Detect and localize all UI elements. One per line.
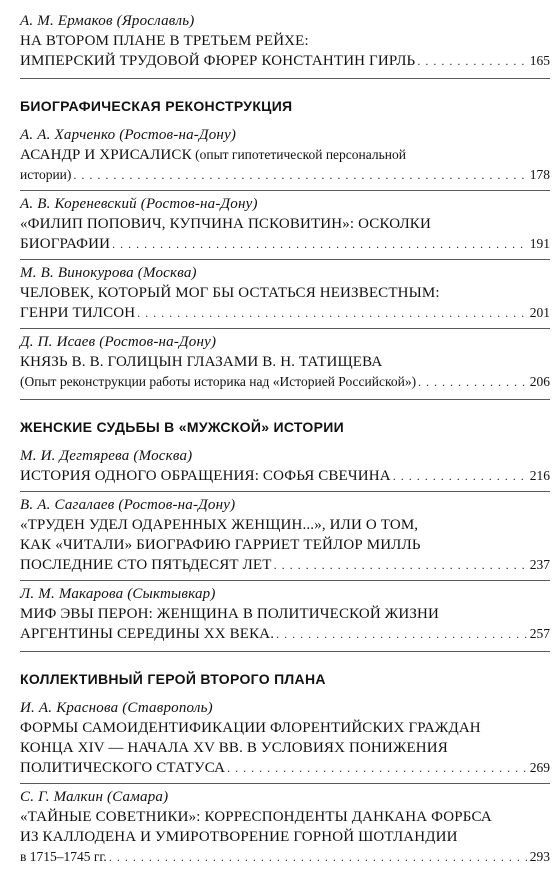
section-heading: КОЛЛЕКТИВНЫЙ ГЕРОЙ ВТОРОГО ПЛАНА <box>20 651 550 697</box>
entry-author: В. А. Сагалаев (Ростов-на-Дону) <box>20 497 236 513</box>
entry-title-line: КНЯЗЬ В. В. ГОЛИЦЫН ГЛАЗАМИ В. Н. ТАТИЩЕВА <box>20 354 383 370</box>
entry-title-last-line <box>20 165 550 185</box>
entry-title-subtitle: (опыт гипотетической персональной <box>191 147 406 162</box>
entry-author: А. В. Кореневский (Ростов-на-Дону) <box>20 196 258 212</box>
entry-title-line: ФОРМЫ САМОИДЕНТИФИКАЦИИ ФЛОРЕНТИЙСКИХ ГРАЖДАН <box>20 720 481 736</box>
entry-title-main: АСАНДР И ХРИСАЛИСК <box>20 147 192 163</box>
dot-leader <box>276 624 528 644</box>
page-number: 257 <box>529 626 550 641</box>
section-heading: БИОГРАФИЧЕСКАЯ РЕКОНСТРУКЦИЯ <box>20 78 550 124</box>
entry-title-line: АРГЕНТИНЫ СЕРЕДИНЫ XX ВЕКА. <box>20 626 275 642</box>
page-number: 165 <box>529 53 550 68</box>
entry-author: М. В. Винокурова (Москва) <box>20 265 197 281</box>
toc-entry <box>20 328 550 395</box>
entry-title-line <box>20 145 550 165</box>
dot-leader <box>109 847 528 867</box>
dot-leader <box>227 758 528 778</box>
dot-leader <box>417 51 527 71</box>
toc-entry <box>20 190 550 257</box>
toc-entry <box>20 10 550 74</box>
dot-leader <box>112 234 528 254</box>
dot-leader <box>393 466 528 486</box>
entry-title-last-line <box>20 847 550 867</box>
page-number: 216 <box>529 468 550 483</box>
entry-title-line: КОНЦА XIV — НАЧАЛА XV ВВ. В УСЛОВИЯХ ПОНИЖЕНИЯ <box>20 740 448 756</box>
entry-title-line: КАК «ЧИТАЛИ» БИОГРАФИЮ ГАРРИЕТ ТЕЙЛОР МИЛЛЬ <box>20 537 421 553</box>
entry-title-line: «ТРУДЕН УДЕЛ ОДАРЕННЫХ ЖЕНЩИН...», ИЛИ О ТОМ, <box>20 517 419 533</box>
table-of-contents <box>20 10 550 870</box>
page-number: 269 <box>529 760 550 775</box>
page-number: 206 <box>529 374 550 389</box>
entry-author: А. М. Ермаков (Ярославль) <box>20 13 195 29</box>
toc-entry <box>20 783 550 870</box>
entry-title-line: МИФ ЭВЫ ПЕРОН: ЖЕНЩИНА В ПОЛИТИЧЕСКОЙ ЖИЗНИ <box>20 606 439 622</box>
entry-title-line: БИОГРАФИИ <box>20 236 111 252</box>
entry-author: И. А. Краснова (Ставрополь) <box>20 700 213 716</box>
entry-title-last-line <box>20 466 550 486</box>
dot-leader <box>73 165 527 185</box>
dot-leader <box>137 303 528 323</box>
entry-title-line: в 1715–1745 гг. <box>20 849 107 864</box>
entry-title-line: (Опыт реконструкции работы историка над «Историей Российской») <box>20 374 417 389</box>
page-number: 191 <box>529 236 550 251</box>
entry-author: М. И. Дегтярева (Москва) <box>20 448 193 464</box>
entry-title-line: ИМПЕРСКИЙ ТРУДОВОЙ ФЮРЕР КОНСТАНТИН ГИРЛЬ <box>20 53 416 69</box>
toc-entry <box>20 697 550 781</box>
page-number: 201 <box>529 305 550 320</box>
page-number: 293 <box>529 849 550 864</box>
dot-leader <box>274 555 528 575</box>
entry-author: Л. М. Макарова (Сыктывкар) <box>20 586 216 602</box>
entry-title-line: истории) <box>20 167 72 182</box>
dot-leader <box>418 372 528 392</box>
entry-title-line: НА ВТОРОМ ПЛАНЕ В ТРЕТЬЕМ РЕЙХЕ: <box>20 33 309 49</box>
entry-title-line: ПОЛИТИЧЕСКОГО СТАТУСА <box>20 760 226 776</box>
entry-title-line: ПОСЛЕДНИЕ СТО ПЯТЬДЕСЯТ ЛЕТ <box>20 557 272 573</box>
entry-title-line: «ФИЛИП ПОПОВИЧ, КУПЧИНА ПСКОВИТИН»: ОСКОЛКИ <box>20 216 431 232</box>
entry-title-line: ЧЕЛОВЕК, КОТОРЫЙ МОГ БЫ ОСТАТЬСЯ НЕИЗВЕСТНЫМ: <box>20 285 440 301</box>
entry-author: С. Г. Малкин (Самара) <box>20 789 169 805</box>
entry-title-last-line <box>20 234 550 254</box>
toc-entry <box>20 580 550 647</box>
entry-title-last-line <box>20 303 550 323</box>
entry-title-line: ИЗ КАЛЛОДЕНА И УМИРОТВОРЕНИЕ ГОРНОЙ ШОТЛАНДИИ <box>20 829 458 845</box>
toc-entry <box>20 124 550 188</box>
toc-entry <box>20 445 550 489</box>
entry-title-last-line <box>20 624 550 644</box>
entry-author: Д. П. Исаев (Ростов-на-Дону) <box>20 334 217 350</box>
entry-title-line: «ТАЙНЫЕ СОВЕТНИКИ»: КОРРЕСПОНДЕНТЫ ДАНКАНА ФОРБСА <box>20 809 492 825</box>
page-number: 178 <box>529 167 550 182</box>
entry-author: А. А. Харченко (Ростов-на-Дону) <box>20 127 237 143</box>
toc-entry <box>20 259 550 326</box>
entry-title-line: ИСТОРИЯ ОДНОГО ОБРАЩЕНИЯ: СОФЬЯ СВЕЧИНА <box>20 468 391 484</box>
toc-entry <box>20 491 550 578</box>
entry-title-last-line <box>20 372 550 392</box>
page-number: 237 <box>529 557 550 572</box>
entry-title-line: ГЕНРИ ТИЛСОН <box>20 305 136 321</box>
entry-title-last-line <box>20 555 550 575</box>
section-heading: ЖЕНСКИЕ СУДЬБЫ В «МУЖСКОЙ» ИСТОРИИ <box>20 399 550 445</box>
entry-title-last-line <box>20 51 550 71</box>
entry-title-last-line <box>20 758 550 778</box>
